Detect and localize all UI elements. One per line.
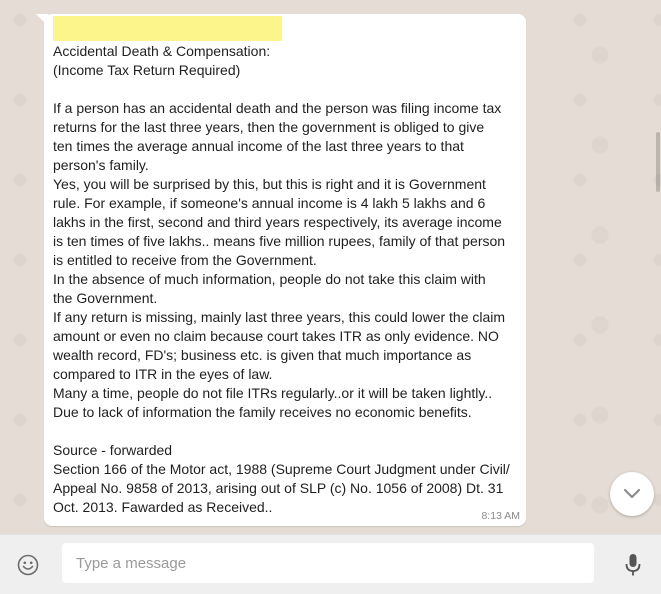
message-input[interactable] — [62, 543, 594, 583]
chevron-down-icon — [623, 488, 641, 500]
scrollbar-thumb[interactable] — [656, 132, 660, 192]
message-heading: Accidental Death & Compensation: (Income Tax Return Required) — [53, 43, 271, 78]
paragraph-gap — [53, 80, 523, 99]
message-timestamp: 8:13 AM — [481, 510, 520, 522]
message-paragraph: If a person has an accidental death and the person was filing income tax returns for the last three years, then the government is obliged to give ten times the average annual income of the last three years to that person's family. Yes, you will be surprised by this, but this is right and it is Government rule. For example, if someone's annual income is 4 lakh 5 lakhs and 6 lakhs in the first, second and third years respectively, its average income is ten times of five lakhs.. means five million rupees, family of that person is entitled to receive from the Government. In the absence of much information, people do not take this claim with the Government. If any return is missing, mainly last three years, this could lower the claim amount or even no claim because court takes ITR as only evidence. NO wealth record, FD's; business etc. is given that much importance as compared to ITR in the eyes of law. Many a time, people do not file ITRs regularly..or it will be taken lightly.. Due to lack of information the family receives no economic benefits. — [53, 100, 506, 420]
message-bubble[interactable] — [44, 14, 526, 526]
emoji-button[interactable] — [16, 553, 40, 577]
sender-name-highlight — [53, 16, 282, 41]
message-text — [53, 42, 523, 517]
message-composer — [0, 534, 661, 594]
message-source: Source - forwarded Section 166 of the Motor act, 1988 (Supreme Court Judgment under Civil/ Appeal No. 9858 of 2013, arising out of SLP (c) No. 1056 of 2008) Dt. 31 Oct. 2013. Fawarded as Received.. — [53, 442, 510, 515]
scroll-to-bottom-button[interactable] — [610, 472, 654, 516]
emoji-icon — [17, 554, 39, 576]
microphone-icon — [625, 553, 641, 577]
scrollbar[interactable] — [655, 0, 661, 534]
microphone-button[interactable] — [620, 551, 646, 579]
paragraph-gap — [53, 422, 523, 441]
